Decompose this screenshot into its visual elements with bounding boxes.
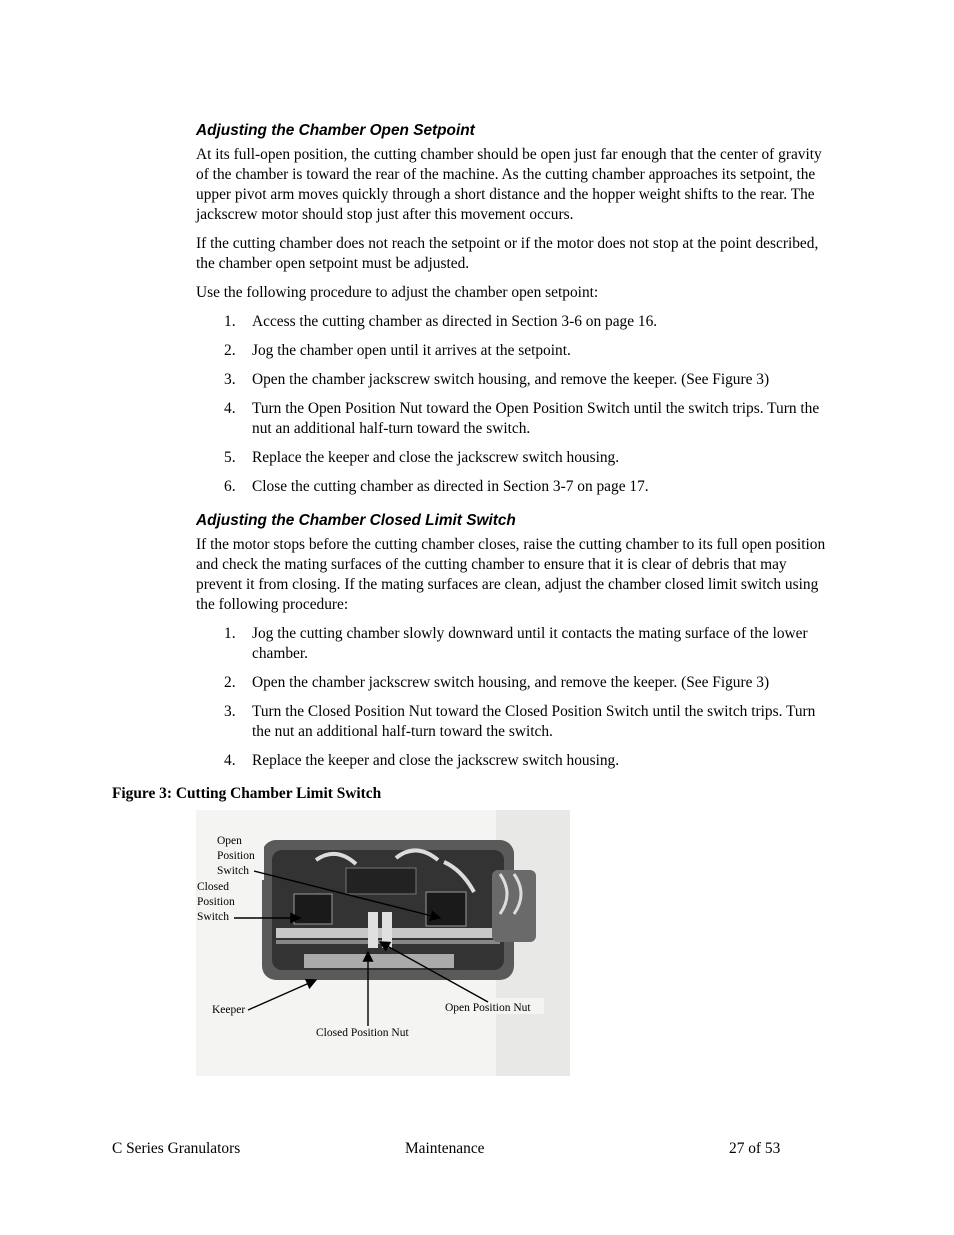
open-position-nut [382, 912, 392, 948]
open-nut-label: Open Position Nut [445, 1002, 531, 1014]
paragraph: If the cutting chamber does not reach the setpoint or if the motor does not stop at the point described, the chamber open setpoint must be adjusted. [196, 235, 819, 272]
step-text: Jog the cutting chamber slowly downward until it contacts the mating surface of the lower chamber. [252, 625, 808, 662]
step-number: 4. [224, 400, 236, 417]
paragraph: If the motor stops before the cutting chamber closes, raise the cutting chamber to its full open position and check the mating surfaces of the cutting chamber to ensure that it is clear of debris that may prevent it from closing. If the mating surfaces are clean, adjust the chamber closed limit switch using the following procedure: [196, 536, 826, 613]
list-item [196, 673, 836, 693]
list-item [196, 624, 836, 664]
section-heading-open-setpoint: Adjusting the Chamber Open Setpoint [196, 122, 475, 139]
step-number: 3. [224, 703, 236, 720]
step-number: 1. [224, 625, 236, 642]
footer-page-number: 27 of 53 [729, 1140, 781, 1157]
list-item [196, 448, 836, 468]
open-switch-label-3: Switch [217, 865, 249, 877]
step-text: Turn the Closed Position Nut toward the Closed Position Switch until the switch trips. Turn the nut an additional half-turn toward the switch. [252, 703, 816, 740]
closed-nut-label: Closed Position Nut [316, 1027, 409, 1039]
cable-gland [492, 870, 536, 942]
open-switch-label-1: Open [217, 835, 242, 847]
closed-position-nut [368, 912, 378, 948]
list-item [196, 341, 836, 361]
step-text: Access the cutting chamber as directed in Section 3-6 on page 16. [252, 313, 658, 330]
closed-switch-label-2: Position [197, 896, 235, 908]
keeper-label: Keeper [212, 1004, 246, 1016]
footer-section: Maintenance [405, 1140, 485, 1157]
step-text: Open the chamber jackscrew switch housing, and remove the keeper. (See Figure 3) [252, 674, 770, 691]
open-switch-label-2: Position [217, 850, 255, 862]
step-number: 1. [224, 313, 236, 330]
list-item [196, 312, 836, 332]
step-text: Jog the chamber open until it arrives at the setpoint. [252, 342, 571, 359]
figure-caption: Figure 3: Cutting Chamber Limit Switch [112, 785, 382, 802]
step-text: Open the chamber jackscrew switch housing, and remove the keeper. (See Figure 3) [252, 371, 770, 388]
paragraph: Use the following procedure to adjust the chamber open setpoint: [196, 284, 599, 301]
procedure-list-open [196, 312, 836, 497]
step-text: Close the cutting chamber as directed in Section 3-7 on page 17. [252, 478, 649, 495]
limit-switch-illustration [196, 810, 570, 1076]
list-item [196, 399, 836, 439]
step-number: 3. [224, 371, 236, 388]
list-item [196, 370, 836, 390]
list-item [196, 477, 836, 497]
paragraph: At its full-open position, the cutting chamber should be open just far enough that the center of gravity of the chamber is toward the rear of the machine. As the cutting chamber approaches its setpoint, the upper pivot arm moves quickly through a short distance and the hopper weight shifts to the rear. The jackscrew motor should stop just after this movement occurs. [196, 146, 822, 223]
step-number: 2. [224, 342, 236, 359]
step-number: 5. [224, 449, 236, 466]
closed-switch-label-1: Closed [197, 881, 229, 893]
step-text: Turn the Open Position Nut toward the Open Position Switch until the switch trips. Turn the nut an additional half-turn toward the switch. [252, 400, 820, 437]
wire-terminal-block [346, 868, 416, 894]
section-heading-closed-limit: Adjusting the Chamber Closed Limit Switch [196, 512, 516, 529]
step-text: Replace the keeper and close the jackscrew switch housing. [252, 449, 620, 466]
step-number: 4. [224, 752, 236, 769]
step-text: Replace the keeper and close the jackscrew switch housing. [252, 752, 620, 769]
closed-switch-label-3: Switch [197, 911, 229, 923]
step-number: 2. [224, 674, 236, 691]
list-item [196, 751, 836, 771]
list-item [196, 702, 836, 742]
keeper-bar [304, 954, 454, 968]
procedure-list-closed [196, 624, 836, 771]
footer-document-title: C Series Granulators [112, 1140, 241, 1157]
limit-switch-photo [196, 810, 570, 1076]
main-content [196, 121, 836, 780]
step-number: 6. [224, 478, 236, 495]
open-position-switch-block [426, 892, 466, 926]
closed-position-switch-block [294, 894, 332, 924]
